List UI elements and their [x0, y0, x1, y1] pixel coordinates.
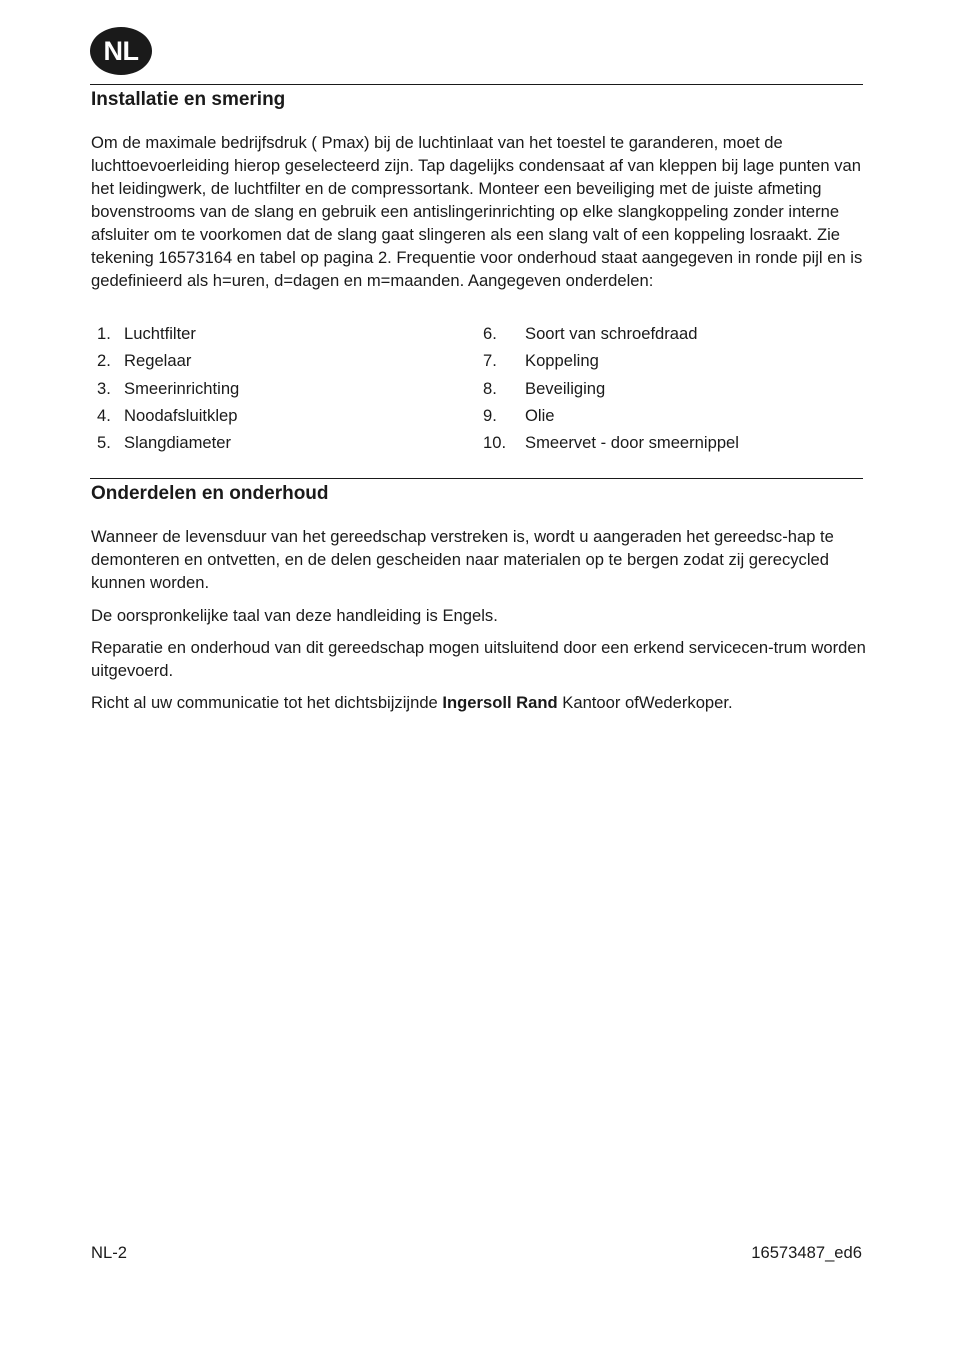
list-item [97, 349, 457, 376]
item-number: 8. [483, 378, 497, 398]
item-label: Koppeling [525, 351, 599, 371]
contact-text: Richt al uw communicatie tot het dichtsbijzijnde [91, 693, 443, 712]
contact-text-end: Kantoor ofWederkoper. [557, 693, 733, 712]
item-label: Smeerinrichting [124, 378, 240, 398]
item-number: 10. [483, 433, 507, 453]
item-label: Olie [525, 405, 555, 425]
language-paragraph: De oorspronkelijke taal van deze handleiding is Engels. [91, 606, 498, 625]
page-number: NL-2 [91, 1243, 127, 1262]
item-label: Smeervet - door smeernippel [525, 433, 739, 453]
section-title-onderdelen: Onderdelen en onderhoud [91, 483, 329, 504]
list-item [483, 431, 863, 458]
item-number: 4. [97, 405, 111, 425]
document-code: 16573487_ed6 [751, 1243, 862, 1262]
item-number: 7. [483, 351, 497, 371]
installation-paragraph: Om de maximale bedrijfsdruk ( Pmax) bij de luchtinlaat van het toestel te garanderen, moet de luchttoevoerleiding hierop geselecteerd zijn. Tap dagelijks condensaat af van kleppen bij lage punten van het leidingwerk, de luchtfilter en de compressortank. Monteer een beveiliging met de juiste afmeting bovenstrooms van de slang en gebruik een antislingerinrichting op elke slangkoppeling zonder interne afsluiter om te voorkomen dat de slang gaat slingeren als een slang valt of een koppeling losraakt. Zie tekening 16573164 en tabel op pagina 2. Frequentie voor onderhoud staat aangegeven in ronde pijl en is gedefinieerd als h=uren, d=dagen en m=maanden. Aangegeven onderdelen: [91, 133, 863, 290]
list-item [97, 377, 457, 404]
item-number: 9. [483, 405, 497, 425]
section-divider [90, 84, 863, 85]
list-item [483, 349, 863, 376]
list-item [97, 322, 457, 349]
item-number: 5. [97, 433, 111, 453]
item-label: Beveiliging [525, 378, 606, 398]
item-label: Noodafsluitklep [124, 405, 238, 425]
contact-paragraph [91, 691, 866, 714]
item-label: Soort van schroefdraad [525, 324, 698, 343]
item-number: 2. [97, 351, 111, 371]
recycling-paragraph: Wanneer de levensduur van het gereedschap verstreken is, wordt u aangeraden het gereedsc-hap te demonteren en ontvetten, en de delen gescheiden naar materialen op te bergen zodat zij gerecycled kunnen worden. [91, 527, 834, 592]
brand-name: Ingersoll Rand [442, 693, 558, 712]
repair-paragraph: Reparatie en onderhoud van dit gereedschap mogen uitsluitend door een erkend servicecen-trum worden uitgevoerd. [91, 638, 866, 680]
list-item [483, 322, 863, 349]
section-title-installatie: Installatie en smering [91, 89, 286, 110]
section-divider [90, 478, 863, 479]
item-number: 1. [97, 324, 111, 343]
item-label: Regelaar [124, 351, 192, 371]
list-item [97, 431, 457, 458]
language-badge: NL [90, 27, 152, 75]
parts-list-left [97, 322, 457, 458]
parts-list-right [483, 322, 863, 458]
item-number: 3. [97, 378, 111, 398]
list-item [483, 377, 863, 404]
list-item [483, 404, 863, 431]
item-label: Luchtfilter [124, 324, 196, 343]
item-number: 6. [483, 324, 497, 343]
list-item [97, 404, 457, 431]
item-label: Slangdiameter [124, 433, 232, 453]
